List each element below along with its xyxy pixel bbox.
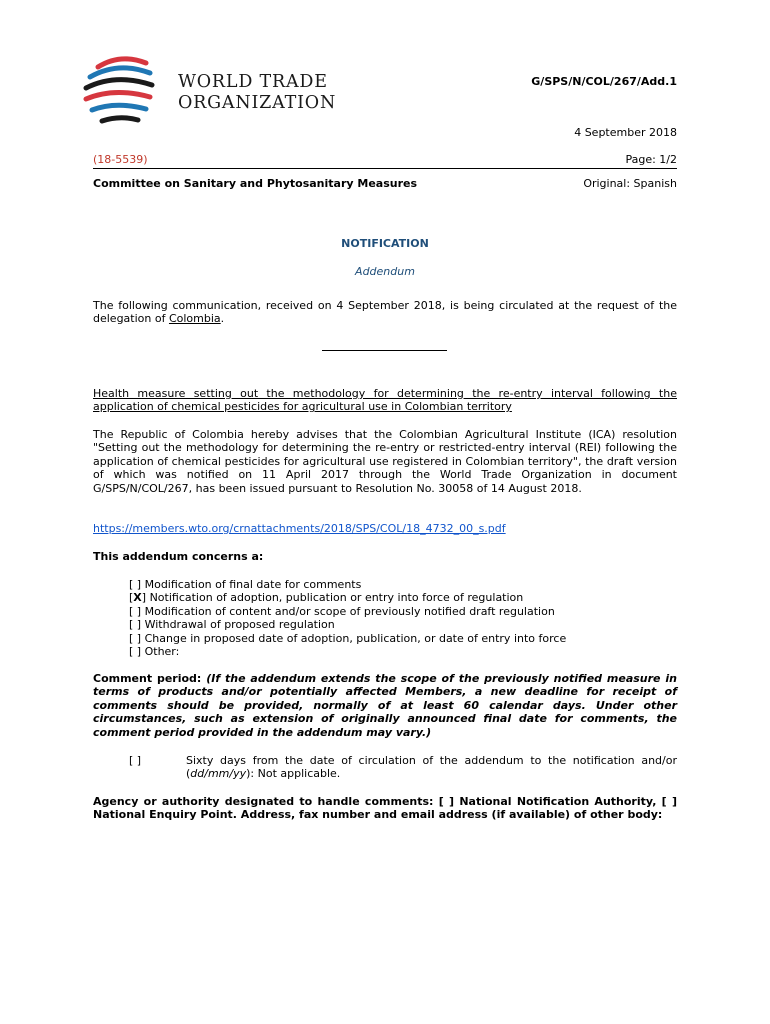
wto-logo-icon	[80, 55, 160, 130]
agency-paragraph: Agency or authority designated to handle comments: [ ] National Notification Authority, [ ] National Enquiry Point. Address, fax number and email address (if available) of other body:	[93, 795, 677, 822]
document-symbol: G/SPS/N/COL/267/Add.1	[531, 75, 677, 88]
list-item	[129, 605, 566, 618]
concerns-heading: This addendum concerns a:	[93, 550, 264, 563]
comment-period-checkbox[interactable]: [ ]	[129, 754, 142, 767]
measure-title: Health measure setting out the methodology for determining the re-entry interval following the application of chemical pesticides for agricultural use in Colombian territory	[93, 387, 677, 414]
org-name-line2: ORGANIZATION	[178, 93, 337, 113]
list-item	[129, 591, 566, 604]
checkbox[interactable]: [ ]	[129, 578, 142, 591]
list-item	[129, 632, 566, 645]
org-name-line1: WORLD TRADE	[178, 72, 328, 92]
document-date: 4 September 2018	[574, 126, 677, 139]
checkbox[interactable]: [ ]	[129, 618, 142, 632]
comment-period-label: Comment period:	[93, 672, 202, 685]
option-text-end: ): Not applicable.	[246, 767, 341, 781]
header-divider	[93, 168, 677, 169]
checkbox-checked[interactable]	[129, 591, 146, 604]
date-format: dd/mm/yy	[190, 767, 247, 781]
list-item	[129, 578, 566, 591]
member-name: Colombia	[168, 312, 221, 326]
comment-period-note: (If the addendum extends the scope of the previously notified measure in terms of products and/or potentially affected Members, a new deadline for receipt of comments should be provided, normally of at least 60 calendar days. Under other circumstances, such as extension of originally announced final date for comments, the comment period provided in the addendum may vary.)	[93, 672, 677, 739]
check-mark: X	[133, 591, 142, 605]
list-item-label: Notification of adoption, publication or entry into force of regulation	[149, 591, 524, 605]
list-item-label: Other:	[144, 645, 180, 659]
addendum-subtitle: Addendum	[355, 265, 415, 278]
checkbox[interactable]: [ ]	[129, 631, 142, 645]
comment-period-option	[186, 754, 677, 781]
list-item-label: Change in proposed date of adoption, publication, or date of entry into force	[144, 631, 567, 645]
original-language: Original: Spanish	[583, 177, 677, 190]
section-divider	[322, 350, 447, 351]
list-item-label: Modification of final date for comments	[144, 578, 362, 591]
organization-name	[178, 72, 336, 114]
attachment-link-row	[93, 522, 677, 535]
checkbox[interactable]: [ ]	[129, 604, 142, 618]
attachment-link[interactable]: https://members.wto.org/crnattachments/2018/SPS/COL/18_4732_00_s.pdf	[93, 522, 506, 535]
concerns-list	[129, 578, 566, 658]
intro-text: The following communication, received on 4 September 2018, is being circulated at the request of the delegation of	[93, 299, 677, 326]
document-reference: (18-5539)	[93, 153, 148, 166]
measure-description: The Republic of Colombia hereby advises that the Colombian Agricultural Institute (ICA) resolution "Setting out the methodology for determining the re-entry or restricted-entry interval (REI) following the application of chemical pesticides for agricultural use registered in Colombian territory", the draft version of which was notified on 11 April 2017 through the World Trade Organization in document G/SPS/N/COL/267, has been issued pursuant to Resolution No. 30058 of 14 August 2018.	[93, 428, 677, 495]
list-item-label: Modification of content and/or scope of previously notified draft regulation	[144, 604, 555, 618]
checkbox-close: ]	[141, 591, 147, 605]
option-text: Sixty days from the date of circulation of the addendum to the notification and/or (	[186, 754, 677, 781]
intro-end: .	[220, 312, 225, 326]
list-item	[129, 618, 566, 631]
checkbox[interactable]: [ ]	[129, 645, 142, 659]
comment-period-paragraph	[93, 672, 677, 739]
page-number: Page: 1/2	[625, 153, 677, 166]
intro-paragraph	[93, 299, 677, 326]
list-item-label: Withdrawal of proposed regulation	[144, 618, 335, 632]
committee-name: Committee on Sanitary and Phytosanitary Measures	[93, 177, 418, 190]
notification-title: NOTIFICATION	[341, 237, 429, 250]
list-item	[129, 645, 566, 658]
checkbox-open: [	[129, 591, 134, 605]
